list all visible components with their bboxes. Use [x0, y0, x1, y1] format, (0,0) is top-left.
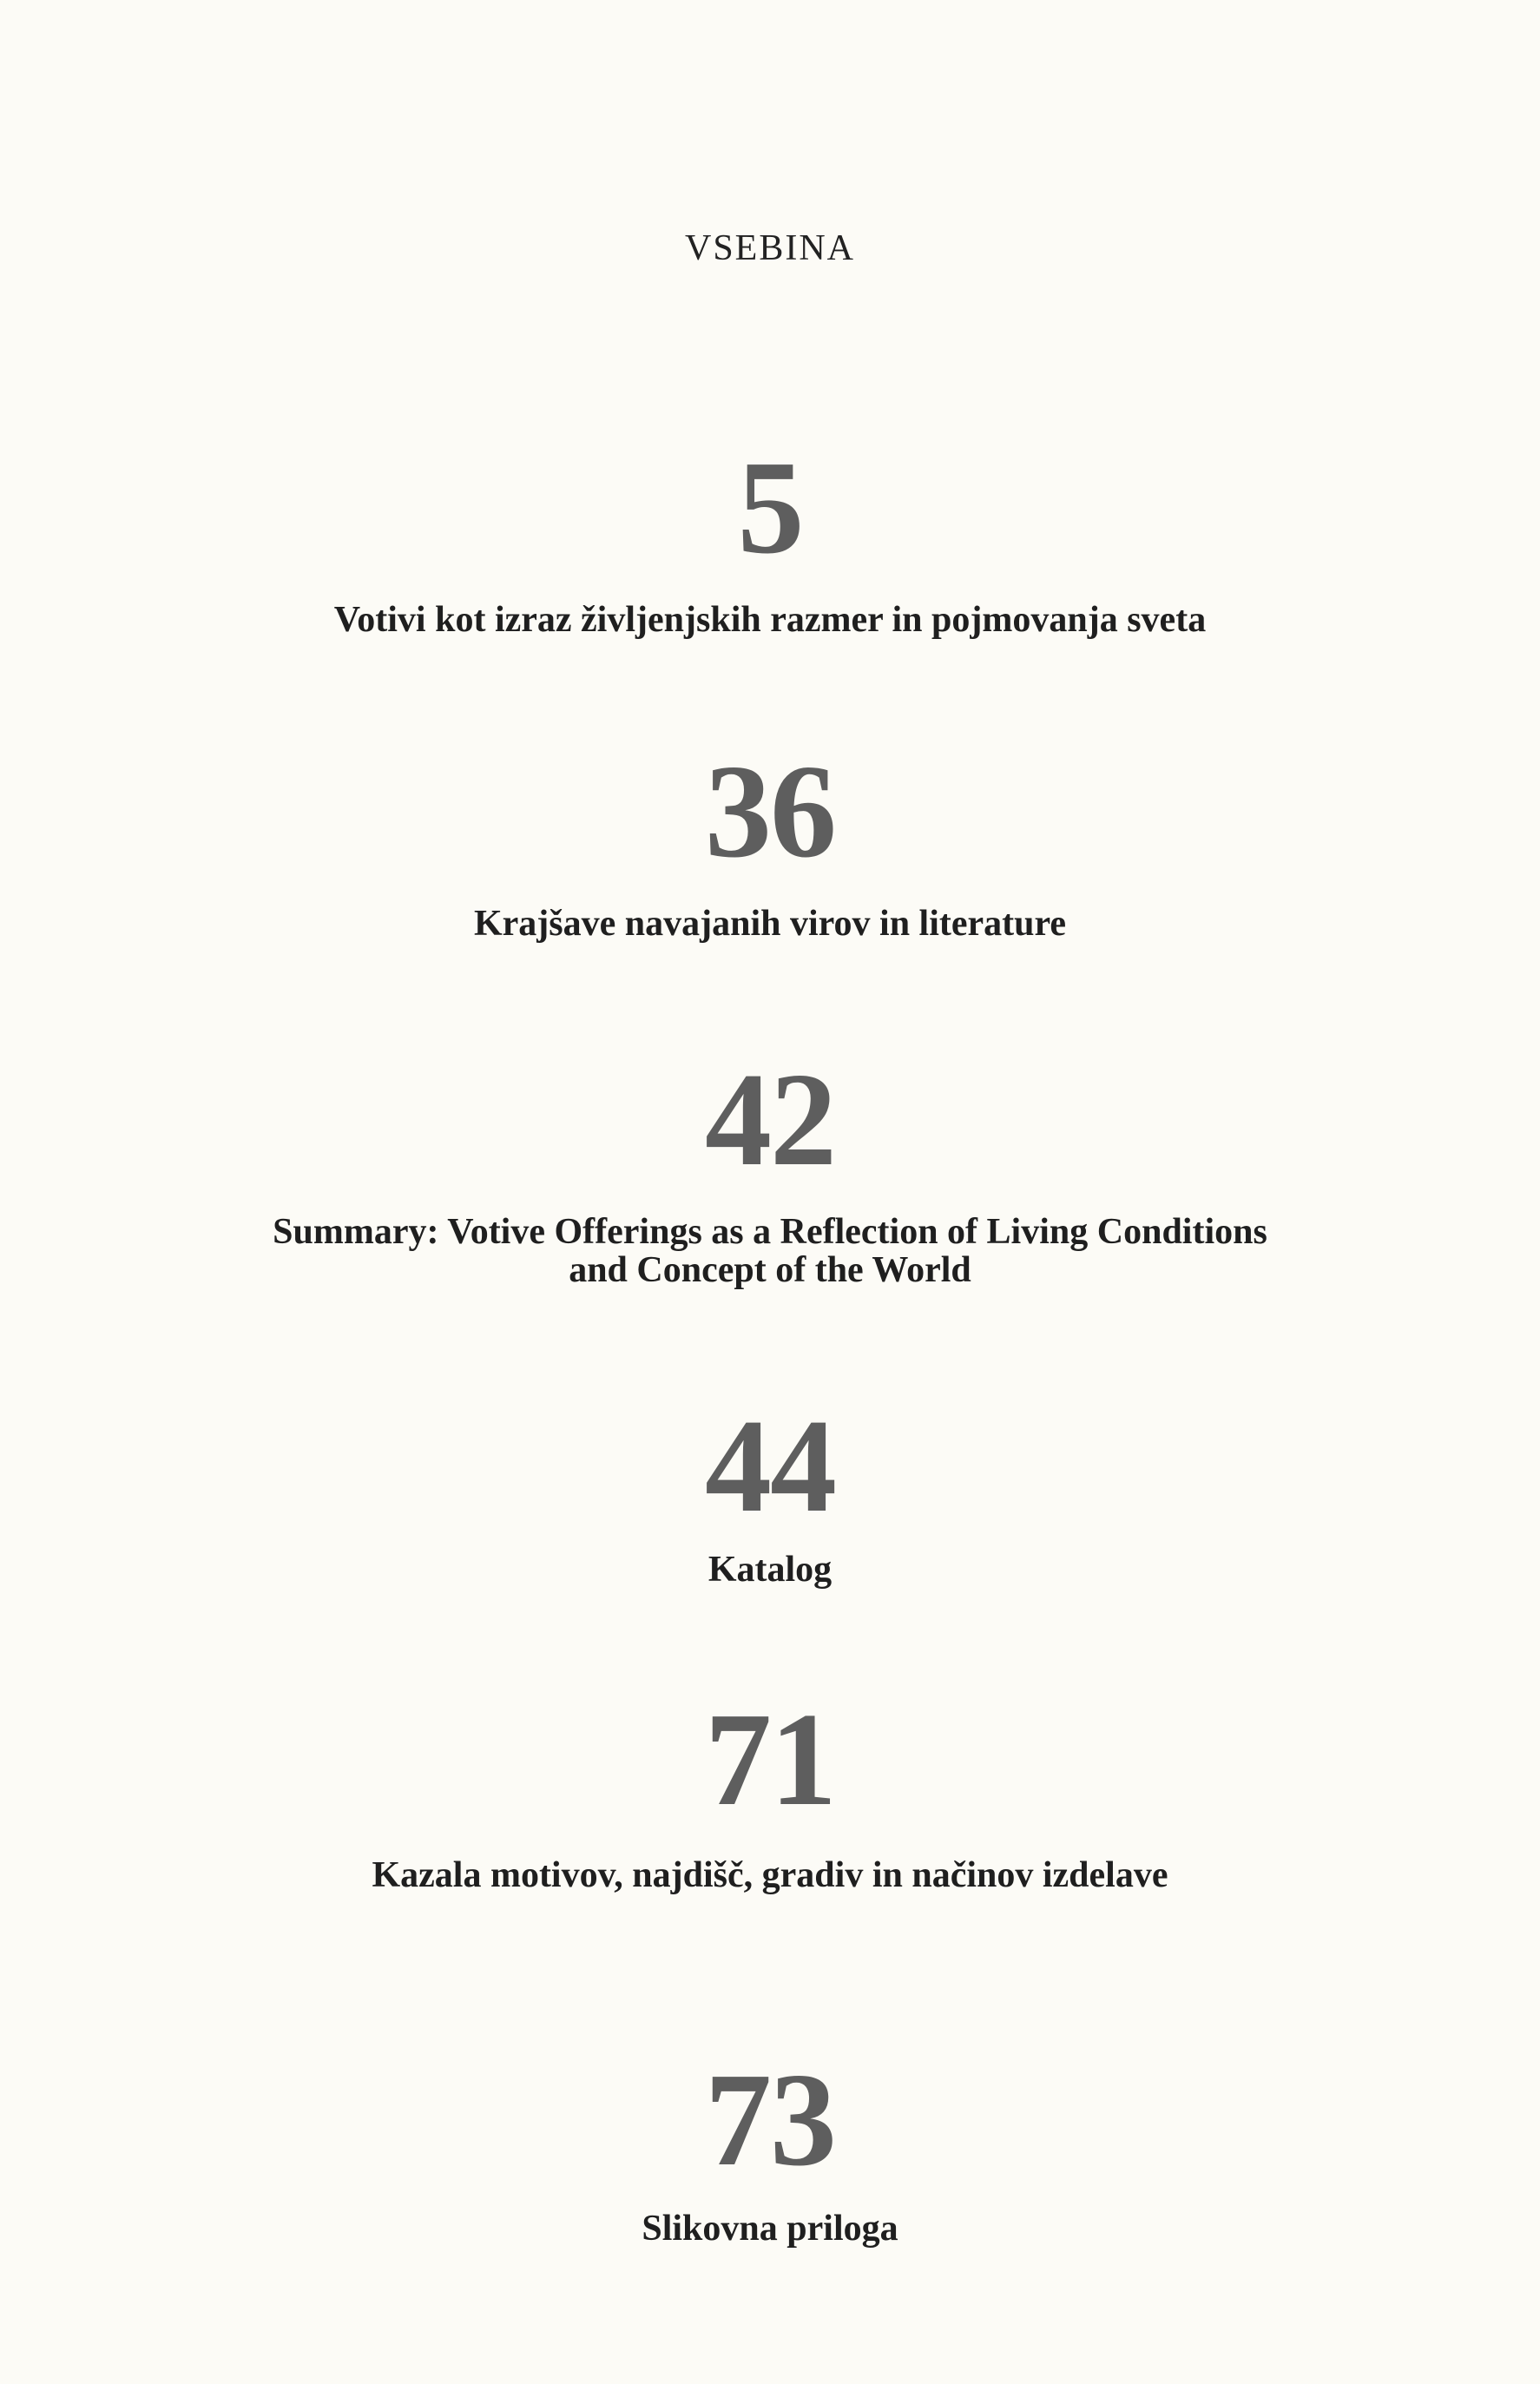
toc-page-number: 73 [705, 2046, 835, 2194]
toc-entry-title: Katalog [707, 1550, 833, 1590]
toc-entry-title: Krajšave navajanih virov in literature [473, 904, 1067, 944]
toc-page-number: 5 [737, 434, 803, 582]
toc-entry-title: Votivi kot izraz življenjskih razmer in pojmovanja sveta [333, 600, 1207, 640]
toc-entry-title: Summary: Votive Offerings as a Reflection of Living Conditions and Concept of the World [273, 1212, 1267, 1290]
toc-page-number: 36 [705, 738, 835, 886]
toc-entry [0, 2046, 1540, 2249]
toc-entry [0, 1393, 1540, 1590]
toc-page-number: 42 [705, 1046, 835, 1194]
toc-page-number: 71 [705, 1686, 835, 1834]
toc-entry [0, 738, 1540, 944]
toc-entry-title: Kazala motivov, najdišč, gradiv in načinov izdelave [372, 1855, 1168, 1895]
toc-entry [0, 434, 1540, 640]
toc-entry [0, 1686, 1540, 1895]
page-title: VSEBINA [684, 228, 855, 268]
toc-entry [0, 1046, 1540, 1290]
toc-entry-title: Slikovna priloga [642, 2209, 898, 2249]
toc-page-number: 44 [705, 1393, 835, 1540]
